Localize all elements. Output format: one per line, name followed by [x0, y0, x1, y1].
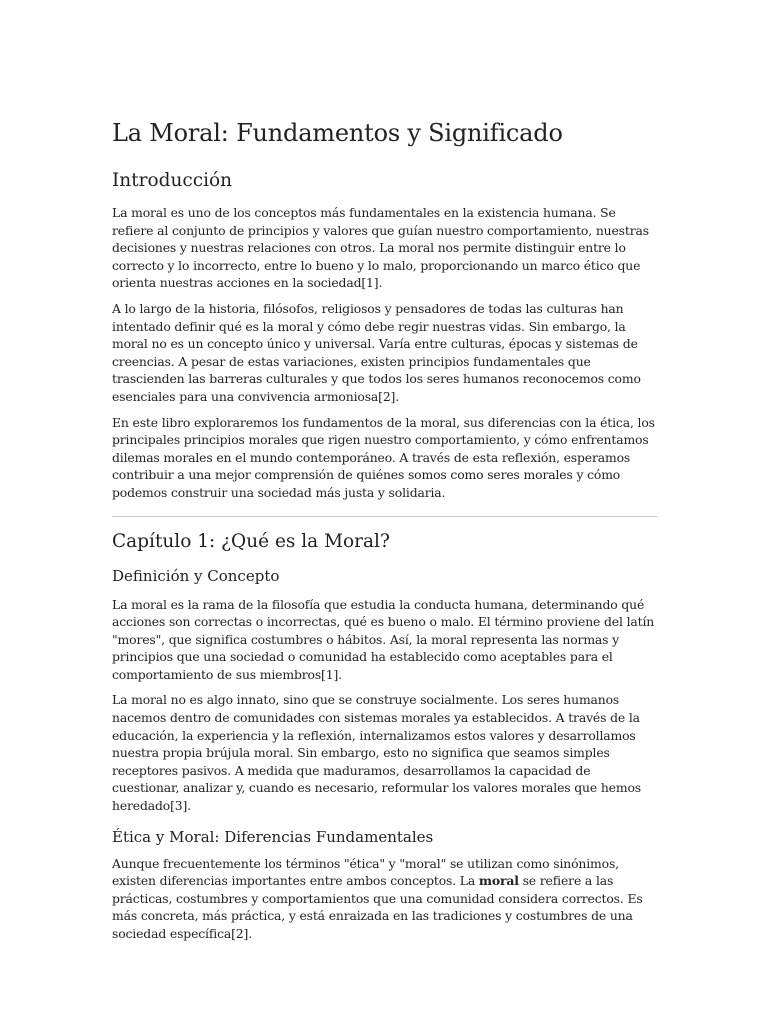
document-title: La Moral: Fundamentos y Significado: [112, 119, 563, 147]
subsection-heading-ethics: Ética y Moral: Diferencias Fundamentales: [112, 827, 434, 846]
chapter-heading: Capítulo 1: ¿Qué es la Moral?: [112, 530, 390, 552]
definition-paragraph: La moral es la rama de la filosofía que estudia la conducta humana, determinando qué acciones son correctas o incorrectas, qué es bueno o malo. El término proviene del latín "mores", que significa costumbres o hábitos. Así, la moral representa las normas y principios que una sociedad o comunidad ha establecido como aceptables para el comportamiento de sus miembros[1].: [112, 596, 655, 682]
intro-paragraph: La moral es uno de los conceptos más fundamentales en la existencia humana. Se refiere al conjunto de principios y valores que guían nuestro comportamiento, nuestras decisiones y nuestras relaciones con otros. La moral nos permite distinguir entre lo correcto y lo incorrecto, entre lo bueno y lo malo, proporcionando un marco ético que orienta nuestras acciones en la sociedad[1].: [112, 205, 649, 291]
ethics-text-end: se refiere a las prácticas, costumbres y comportamientos que una comunidad considera correctos. Es más concreta, más práctica, y está enraizada en las tradiciones y costumbres de una sociedad específica[2].: [112, 873, 643, 941]
definition-paragraph: La moral no es algo innato, sino que se construye socialmente. Los seres humanos nacemos dentro de comunidades con sistemas morales ya establecidos. A través de la educación, la experiencia y la reflexión, internalizamos estos valores y desarrollamos nuestra propia brújula moral. Sin embargo, esto no significa que seamos simples receptores pasivos. A medida que maduramos, desarrollamos la capacidad de cuestionar, analizar y, cuando es necesario, reformular los valores morales que hemos heredado[3].: [112, 692, 641, 814]
ethics-text-start: Aunque frecuentemente los términos "ética" y "moral" se utilizan como sinónimos, existen diferencias importantes entre ambos conceptos. La: [112, 855, 619, 889]
intro-paragraph: A lo largo de la historia, filósofos, religiosos y pensadores de todas las culturas han intentado definir qué es la moral y cómo debe regir nuestras vidas. Sin embargo, la moral no es un concepto único y universal. Varía entre culturas, épocas y sistemas de creencias. A pesar de estas variaciones, existen principios fundamentales que trascienden las barreras culturales y que todos los seres humanos reconocemos como esenciales para una convivencia armoniosa[2].: [112, 300, 641, 404]
section-heading-introduction: Introducción: [112, 170, 233, 191]
section-divider: [112, 516, 657, 517]
subsection-heading-definition: Definición y Concepto: [112, 566, 280, 585]
ethics-paragraph: [112, 855, 658, 943]
intro-paragraph: En este libro exploraremos los fundamentos de la moral, sus diferencias con la ética, los principales principios morales que rigen nuestro comportamiento, y cómo enfrentamos dilemas morales en el mundo contemporáneo. A través de esta reflexión, esperamos contribuir a una mejor comprensión de quiénes somos como seres morales y cómo podemos construir una sociedad más justa y solidaria.: [112, 414, 655, 500]
ethics-bold-term: moral: [478, 873, 519, 889]
